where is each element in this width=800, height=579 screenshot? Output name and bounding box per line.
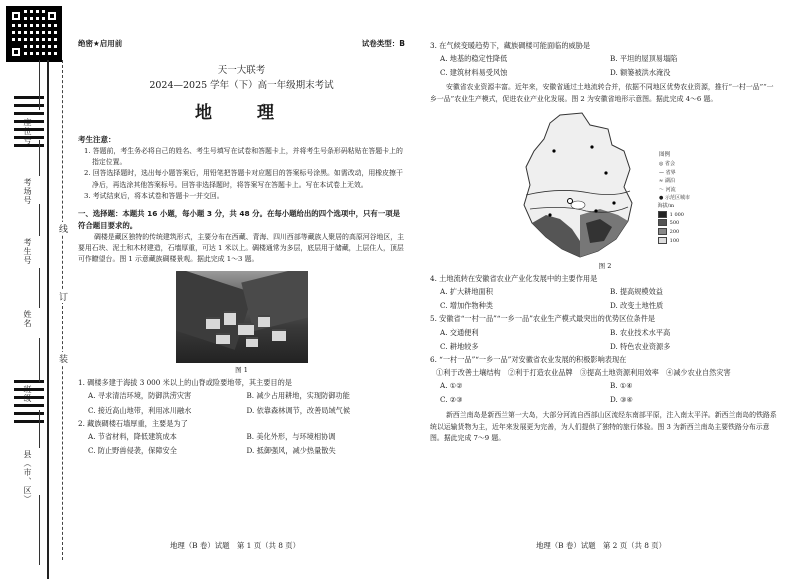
option-a[interactable]: A. 交通便利 <box>440 327 479 337</box>
passage-intro: 安徽省农业资源丰富。近年来，安徽省通过土地流转合并，依据不同地区优势农业资源，推行“一村一品”“一乡一品”农业生产模式，促进农业产业化发展。图 2 为安徽省地形示意图。据此完成 4～6 题。 <box>430 83 774 103</box>
fill-line[interactable] <box>39 268 40 308</box>
page-1 <box>78 38 405 456</box>
option-b[interactable]: B. 减少占用耕地，实现防御功能 <box>246 391 350 401</box>
elev-level: 1 000 <box>669 211 684 218</box>
option-a[interactable]: A. ①② <box>440 381 463 391</box>
elevation-legend <box>658 203 684 246</box>
barcode-mark <box>14 112 44 115</box>
notes-title: 考生注意： <box>78 135 116 145</box>
legend-item: ～ 河流 <box>659 186 676 193</box>
footer-page-1: 地理（B 卷）试题 第 1 页（共 8 页） <box>170 541 301 550</box>
fill-line[interactable] <box>39 60 40 110</box>
city-marker <box>552 149 555 152</box>
legend-item: ≈ 湖泊 <box>659 178 675 185</box>
label-county: 县（市、区） <box>23 450 32 504</box>
elevation-title: 海拔/m <box>657 202 675 209</box>
question-5-options <box>430 327 780 352</box>
question-5: 5. 安徽省“一村一品”“一乡一品”农业生产模式最突出的优势区位条件是 <box>430 314 656 324</box>
legend-item: ◎ 省会 <box>659 161 675 168</box>
exam-title: 2024—2025 学年（下）高一年级期末考试 <box>149 80 334 92</box>
barcode-mark <box>14 404 44 407</box>
question-3-options <box>430 53 780 78</box>
confidential-mark: 绝密★启用前 <box>78 39 123 48</box>
cut-line <box>62 60 63 560</box>
legend-item: — 省界 <box>659 169 676 176</box>
cut-mark-pack: 装 <box>57 354 67 363</box>
binding-strip <box>0 0 70 579</box>
chaohu-lake <box>571 201 585 209</box>
passage-intro: 碉楼是藏区独特的传统建筑形式，主要分布在西藏、青海、四川西部等藏族人聚居的高原河谷地区，主要用石块、泥土和木材建造，石墙厚重，可达 1 米以上。碉楼通常为多层，底层用于储藏，上层住人，顶层可作瞭望台。图 1 示意藏族碉楼景观。据此完成 1～3 题。 <box>78 232 405 264</box>
city-marker <box>548 213 551 216</box>
figure-1-photo <box>176 271 308 363</box>
organizer: 天一大联考 <box>217 64 266 76</box>
subject-title: 地 理 <box>195 103 288 124</box>
question-4: 4. 土地流转在安徽省农业产业化发展中的主要作用是 <box>430 273 598 283</box>
elev-level: 200 <box>669 229 680 236</box>
elev-level: 100 <box>669 237 680 244</box>
figure-2-map <box>520 111 690 259</box>
section-heading: 一、选择题：本题共 16 小题，每小题 3 分，共 48 分。在每小题给出的四个选项中，只有一项是符合题目要求的。 <box>78 208 400 230</box>
option-c[interactable]: C. 防止野兽侵袭，保障安全 <box>88 446 177 456</box>
label-examinee-no: 考生号 <box>23 238 32 265</box>
option-d[interactable]: D. 抵御强风，减少热量散失 <box>246 446 336 456</box>
question-3: 3. 在气候变暖趋势下，藏族碉楼可能面临的威胁是 <box>430 41 591 50</box>
binding-line <box>47 60 49 579</box>
question-6-options <box>430 380 780 405</box>
option-a[interactable]: A. 扩大耕地面积 <box>440 287 493 297</box>
fill-line[interactable] <box>39 140 40 176</box>
option-c[interactable]: C. 耕地较多 <box>440 341 479 351</box>
question-1: 1. 碉楼多建于海拔 3 000 米以上的山脊或险要地带，其主要目的是 <box>78 378 292 388</box>
option-b[interactable]: B. 农业技术水平高 <box>610 327 671 337</box>
cut-mark-line: 线 <box>57 224 67 233</box>
question-6-items: ①利于改善土壤结构 ②利于打造农业品牌 ③提高土地资源利用效率 ④减少农业自然灾害 <box>436 368 731 377</box>
question-1-options <box>78 390 405 415</box>
option-b[interactable]: B. ①④ <box>610 381 633 391</box>
option-d[interactable]: D. 特色农业资源多 <box>610 341 671 351</box>
option-a[interactable]: A. 地基的稳定性降低 <box>440 54 508 64</box>
question-2: 2. 藏族碉楼石墙厚重，主要是为了 <box>78 418 188 428</box>
option-c[interactable]: C. 接近高山地带，利用冰川融水 <box>88 405 192 415</box>
legend-title: 图例 <box>659 151 671 158</box>
city-marker <box>594 209 597 212</box>
note-item: 3. 考试结束后，将本试卷和答题卡一并交回。 <box>84 191 224 200</box>
option-a[interactable]: A. 寻求清洁环境，防御洪涝灾害 <box>88 391 192 401</box>
footer-page-2: 地理（B 卷）试题 第 2 页（共 8 页） <box>536 541 667 550</box>
figure-1-caption: 图 1 <box>235 366 248 375</box>
label-room: 考场号 <box>23 178 32 205</box>
option-d[interactable]: D. ③④ <box>610 395 633 405</box>
passage-intro: 新西兰南岛是新西兰第一大岛，大部分河流自西部山区流经东南部平原，注入南太平洋。新西兰南岛的铁路系统以运输货物为主，近年来发展更为完善，为人们提供了独特的旅行体验。图 3 为新西兰南岛主要铁路分布示意图。据此完成 7～9 题。 <box>430 411 777 442</box>
fill-line[interactable] <box>39 495 40 565</box>
qr-code <box>6 6 62 62</box>
city-marker <box>604 171 607 174</box>
option-c[interactable]: C. 建筑材料易受风蚀 <box>440 68 508 78</box>
option-b[interactable]: B. 提高规模效益 <box>610 287 663 297</box>
question-4-options <box>430 286 780 311</box>
note-item: 1. 答题前，考生务必将自己的姓名、考生号填写在试卷和答题卡上，并将考生号条形码粘贴在答题卡上的指定位置。 <box>84 147 403 167</box>
paper-type: 试卷类型：B <box>361 39 405 48</box>
city-marker <box>590 145 593 148</box>
question-6: 6. “一村一品”“一乡一品”对安徽省农业发展的积极影响表现在 <box>430 354 627 364</box>
note-item: 2. 回答选择题时，选出每小题答案后，用铅笔把答题卡对应题目的答案标号涂黑。如需改动，用橡皮擦干净后，再选涂其他答案标号。回答非选择题时，将答案写在答题卡上。写在本试卷上无效。 <box>84 169 403 189</box>
option-d[interactable]: D. 依靠森林调节，改善局域气候 <box>246 405 351 415</box>
option-b[interactable]: B. 美化外形，与环境相协调 <box>246 431 336 441</box>
option-d[interactable]: D. 额篓被洪水淹没 <box>610 68 671 78</box>
anhui-map <box>520 111 640 259</box>
label-class: 班级 <box>23 385 32 403</box>
figure-2-caption: 图 2 <box>598 261 612 270</box>
option-a[interactable]: A. 节省材料，降低建筑成本 <box>88 431 177 441</box>
option-d[interactable]: D. 改变土地性质 <box>610 301 664 311</box>
elev-level: 500 <box>669 220 680 227</box>
fill-line[interactable] <box>39 338 40 382</box>
label-seat: 座位号 <box>23 118 32 145</box>
page-2 <box>430 38 780 444</box>
label-name: 姓名 <box>23 310 32 328</box>
question-2-options <box>78 431 405 456</box>
fill-line[interactable] <box>39 410 40 448</box>
option-c[interactable]: C. 增加作物种类 <box>440 301 493 311</box>
fill-line[interactable] <box>39 204 40 236</box>
map-legend <box>659 151 690 203</box>
legend-item: ● 示范区城市 <box>659 195 690 202</box>
cut-mark-bind: 订 <box>57 292 67 301</box>
header-row <box>78 38 405 50</box>
capital-marker <box>568 198 573 203</box>
option-c[interactable]: C. ②③ <box>440 395 463 405</box>
city-marker <box>612 201 615 204</box>
option-b[interactable]: B. 平坦的屋顶易塌陷 <box>610 54 678 64</box>
